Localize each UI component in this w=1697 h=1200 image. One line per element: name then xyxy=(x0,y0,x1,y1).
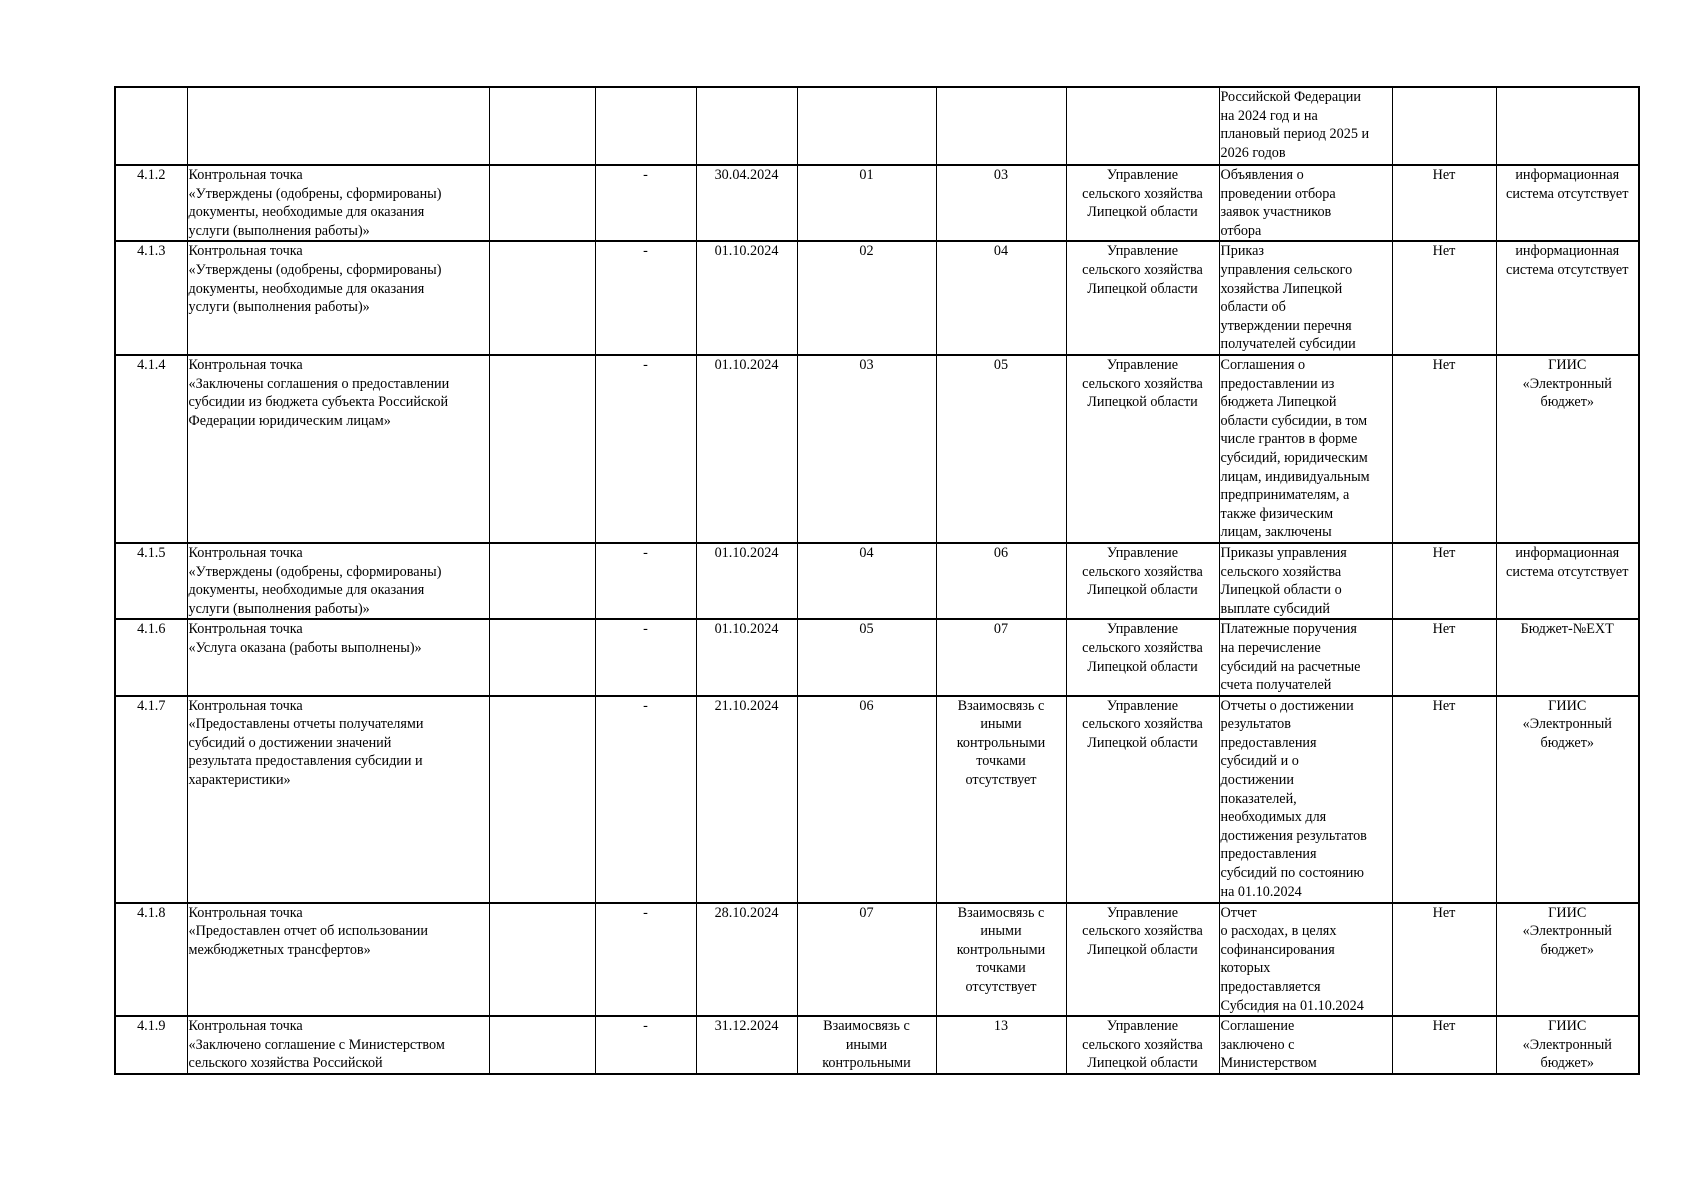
column-4-cell: - xyxy=(595,543,696,619)
previous-point-cell xyxy=(797,87,936,165)
row-number: 4.1.2 xyxy=(115,165,187,241)
table-row xyxy=(115,543,1639,619)
document-cell: Платежные поручения на перечисление субсидий на расчетные счета получателей xyxy=(1219,619,1392,695)
column-4-cell: - xyxy=(595,165,696,241)
date-cell: 30.04.2024 xyxy=(696,165,797,241)
control-point-name: Контрольная точка «Утверждены (одобрены, сформированы) документы, необходимые для оказания услуги (выполнения работы)» xyxy=(187,165,489,241)
row-number: 4.1.9 xyxy=(115,1016,187,1074)
info-system-cell: информационная система отсутствует xyxy=(1496,165,1639,241)
column-4-cell xyxy=(595,87,696,165)
next-point-cell: Взаимосвязь с иными контрольными точками отсутствует xyxy=(936,696,1066,903)
responsible-cell: Управление сельского хозяйства Липецкой области xyxy=(1066,165,1219,241)
flag-cell: Нет xyxy=(1392,903,1496,1017)
row-number: 4.1.6 xyxy=(115,619,187,695)
control-point-name: Контрольная точка «Утверждены (одобрены, сформированы) документы, необходимые для оказания услуги (выполнения работы)» xyxy=(187,543,489,619)
column-4-cell: - xyxy=(595,903,696,1017)
column-3-cell xyxy=(489,619,595,695)
control-point-name: Контрольная точка «Предоставлены отчеты получателями субсидий о достижении значений результата предоставления субсидии и характеристики» xyxy=(187,696,489,903)
control-points-table xyxy=(114,86,1640,1075)
date-cell: 31.12.2024 xyxy=(696,1016,797,1074)
row-number: 4.1.7 xyxy=(115,696,187,903)
document-cell: Объявления о проведении отбора заявок участников отбора xyxy=(1219,165,1392,241)
document-cell: Отчет о расходах, в целях софинансирования которых предоставляется Субсидия на 01.10.2024 xyxy=(1219,903,1392,1017)
info-system-cell: Бюджет-№EXT xyxy=(1496,619,1639,695)
flag-cell: Нет xyxy=(1392,696,1496,903)
responsible-cell: Управление сельского хозяйства Липецкой области xyxy=(1066,355,1219,543)
flag-cell: Нет xyxy=(1392,1016,1496,1074)
row-number: 4.1.5 xyxy=(115,543,187,619)
column-3-cell xyxy=(489,241,595,355)
flag-cell xyxy=(1392,87,1496,165)
control-point-name: Контрольная точка «Утверждены (одобрены, сформированы) документы, необходимые для оказания услуги (выполнения работы)» xyxy=(187,241,489,355)
control-point-name: Контрольная точка «Услуга оказана (работы выполнены)» xyxy=(187,619,489,695)
column-3-cell xyxy=(489,543,595,619)
responsible-cell: Управление сельского хозяйства Липецкой области xyxy=(1066,903,1219,1017)
flag-cell: Нет xyxy=(1392,241,1496,355)
table-row xyxy=(115,696,1639,903)
previous-point-cell: 07 xyxy=(797,903,936,1017)
next-point-cell: 03 xyxy=(936,165,1066,241)
next-point-cell: 05 xyxy=(936,355,1066,543)
info-system-cell: ГИИС «Электронный бюджет» xyxy=(1496,355,1639,543)
date-cell: 01.10.2024 xyxy=(696,543,797,619)
flag-cell: Нет xyxy=(1392,355,1496,543)
column-3-cell xyxy=(489,903,595,1017)
table-body xyxy=(115,87,1639,1074)
previous-point-cell: 03 xyxy=(797,355,936,543)
table-row xyxy=(115,355,1639,543)
responsible-cell xyxy=(1066,87,1219,165)
document-cell: Приказы управления сельского хозяйства Липецкой области о выплате субсидий xyxy=(1219,543,1392,619)
next-point-cell: 04 xyxy=(936,241,1066,355)
date-cell xyxy=(696,87,797,165)
control-point-name xyxy=(187,87,489,165)
previous-point-cell: 05 xyxy=(797,619,936,695)
date-cell: 21.10.2024 xyxy=(696,696,797,903)
date-cell: 01.10.2024 xyxy=(696,241,797,355)
document-cell: Приказ управления сельского хозяйства Липецкой области об утверждении перечня получателей субсидии xyxy=(1219,241,1392,355)
table-row xyxy=(115,241,1639,355)
flag-cell: Нет xyxy=(1392,619,1496,695)
column-3-cell xyxy=(489,355,595,543)
column-4-cell: - xyxy=(595,619,696,695)
column-3-cell xyxy=(489,696,595,903)
responsible-cell: Управление сельского хозяйства Липецкой области xyxy=(1066,543,1219,619)
flag-cell: Нет xyxy=(1392,543,1496,619)
control-point-name: Контрольная точка «Предоставлен отчет об использовании межбюджетных трансфертов» xyxy=(187,903,489,1017)
document-cell: Отчеты о достижении результатов предоставления субсидий и о достижении показателей, необходимых для достижения результатов предоставления субсидий по состоянию на 01.10.2024 xyxy=(1219,696,1392,903)
control-point-name: Контрольная точка «Заключены соглашения о предоставлении субсидии из бюджета субъекта Российской Федерации юридическим лицам» xyxy=(187,355,489,543)
row-number: 4.1.4 xyxy=(115,355,187,543)
column-4-cell: - xyxy=(595,696,696,903)
responsible-cell: Управление сельского хозяйства Липецкой области xyxy=(1066,619,1219,695)
date-cell: 01.10.2024 xyxy=(696,355,797,543)
next-point-cell: 13 xyxy=(936,1016,1066,1074)
date-cell: 01.10.2024 xyxy=(696,619,797,695)
column-4-cell: - xyxy=(595,1016,696,1074)
previous-point-cell: 02 xyxy=(797,241,936,355)
table-row xyxy=(115,619,1639,695)
previous-point-cell: 06 xyxy=(797,696,936,903)
info-system-cell xyxy=(1496,87,1639,165)
column-4-cell: - xyxy=(595,355,696,543)
info-system-cell: ГИИС «Электронный бюджет» xyxy=(1496,696,1639,903)
column-4-cell: - xyxy=(595,241,696,355)
info-system-cell: ГИИС «Электронный бюджет» xyxy=(1496,903,1639,1017)
row-number: 4.1.8 xyxy=(115,903,187,1017)
responsible-cell: Управление сельского хозяйства Липецкой области xyxy=(1066,696,1219,903)
flag-cell: Нет xyxy=(1392,165,1496,241)
previous-point-cell: 01 xyxy=(797,165,936,241)
previous-point-cell: Взаимосвязь с иными контрольными xyxy=(797,1016,936,1074)
info-system-cell: информационная система отсутствует xyxy=(1496,241,1639,355)
next-point-cell xyxy=(936,87,1066,165)
document-cell: Российской Федерации на 2024 год и на плановый период 2025 и 2026 годов xyxy=(1219,87,1392,165)
table-row xyxy=(115,903,1639,1017)
column-3-cell xyxy=(489,87,595,165)
table-row xyxy=(115,1016,1639,1074)
table-row xyxy=(115,87,1639,165)
info-system-cell: информационная система отсутствует xyxy=(1496,543,1639,619)
next-point-cell: 07 xyxy=(936,619,1066,695)
row-number xyxy=(115,87,187,165)
previous-point-cell: 04 xyxy=(797,543,936,619)
responsible-cell: Управление сельского хозяйства Липецкой области xyxy=(1066,241,1219,355)
column-3-cell xyxy=(489,1016,595,1074)
document-cell: Соглашения о предоставлении из бюджета Липецкой области субсидии, в том числе грантов в форме субсидий, юридическим лицам, индивидуальным предпринимателям, а также физическим лицам, заключены xyxy=(1219,355,1392,543)
table-row xyxy=(115,165,1639,241)
document-cell: Соглашение заключено с Министерством xyxy=(1219,1016,1392,1074)
column-3-cell xyxy=(489,165,595,241)
next-point-cell: Взаимосвязь с иными контрольными точками отсутствует xyxy=(936,903,1066,1017)
next-point-cell: 06 xyxy=(936,543,1066,619)
control-point-name: Контрольная точка «Заключено соглашение с Министерством сельского хозяйства Российской xyxy=(187,1016,489,1074)
row-number: 4.1.3 xyxy=(115,241,187,355)
responsible-cell: Управление сельского хозяйства Липецкой области xyxy=(1066,1016,1219,1074)
info-system-cell: ГИИС «Электронный бюджет» xyxy=(1496,1016,1639,1074)
date-cell: 28.10.2024 xyxy=(696,903,797,1017)
